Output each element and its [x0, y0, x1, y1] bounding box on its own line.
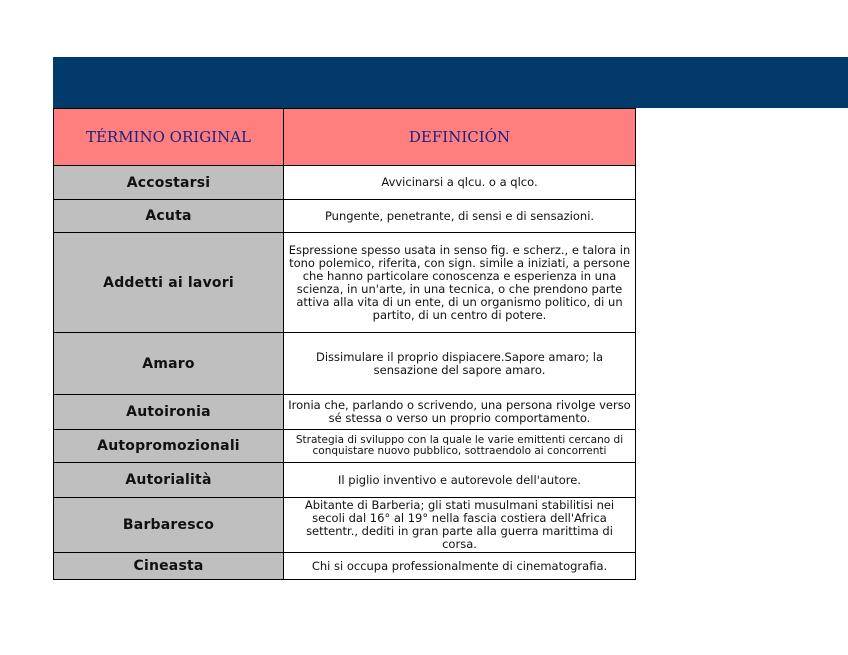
definition-cell: Dissimulare il proprio dispiacere.Sapore amaro; la sensazione del sapore amaro. — [284, 333, 636, 395]
term-column-header: TÉRMINO ORIGINAL — [54, 109, 284, 166]
term-cell: Amaro — [54, 333, 284, 395]
term-cell: Accostarsi — [54, 166, 284, 200]
term-cell: Autorialità — [54, 463, 284, 498]
glossary-table — [53, 108, 636, 580]
table-row — [54, 430, 636, 463]
definition-cell: Chi si occupa professionalmente di cinematografia. — [284, 553, 636, 580]
table-row — [54, 395, 636, 430]
table-header-row — [54, 109, 636, 166]
definition-cell: Strategia di sviluppo con la quale le varie emittenti cercano di conquistare nuovo pubblico, sottraendolo ai concorrenti — [284, 430, 636, 463]
definition-cell: Il piglio inventivo e autorevole dell'autore. — [284, 463, 636, 498]
table-row — [54, 166, 636, 200]
term-cell: Autoironia — [54, 395, 284, 430]
definition-cell: Pungente, penetrante, di sensi e di sensazioni. — [284, 200, 636, 233]
definition-cell: Espressione spesso usata in senso fig. e scherz., e talora in tono polemico, riferita, con sign. simile a iniziati, a persone che hanno particolare conoscenza e esperienza in una scienza, in un'arte, in una tecnica, o che prendono parte attiva alla vita di un ente, di un organismo politico, di un partito, di un centro di potere. — [284, 233, 636, 333]
table-row — [54, 333, 636, 395]
term-cell: Autopromozionali — [54, 430, 284, 463]
definition-cell: Ironia che, parlando o scrivendo, una persona rivolge verso sé stessa o verso un proprio comportamento. — [284, 395, 636, 430]
term-cell: Acuta — [54, 200, 284, 233]
table-row — [54, 233, 636, 333]
table-row — [54, 200, 636, 233]
term-cell: Barbaresco — [54, 498, 284, 553]
table-row — [54, 498, 636, 553]
table-row — [54, 553, 636, 580]
definition-cell: Abitante di Barberia; gli stati musulmani stabilitisi nei secoli dal 16° al 19° nella fascia costiera dell'Africa settentr., dediti in gran parte alla guerra marittima di corsa. — [284, 498, 636, 553]
title-banner — [53, 57, 848, 108]
table-row — [54, 463, 636, 498]
term-cell: Cineasta — [54, 553, 284, 580]
definition-column-header: DEFINICIÓN — [284, 109, 636, 166]
definition-cell: Avvicinarsi a qlcu. o a qlco. — [284, 166, 636, 200]
term-cell: Addetti ai lavori — [54, 233, 284, 333]
